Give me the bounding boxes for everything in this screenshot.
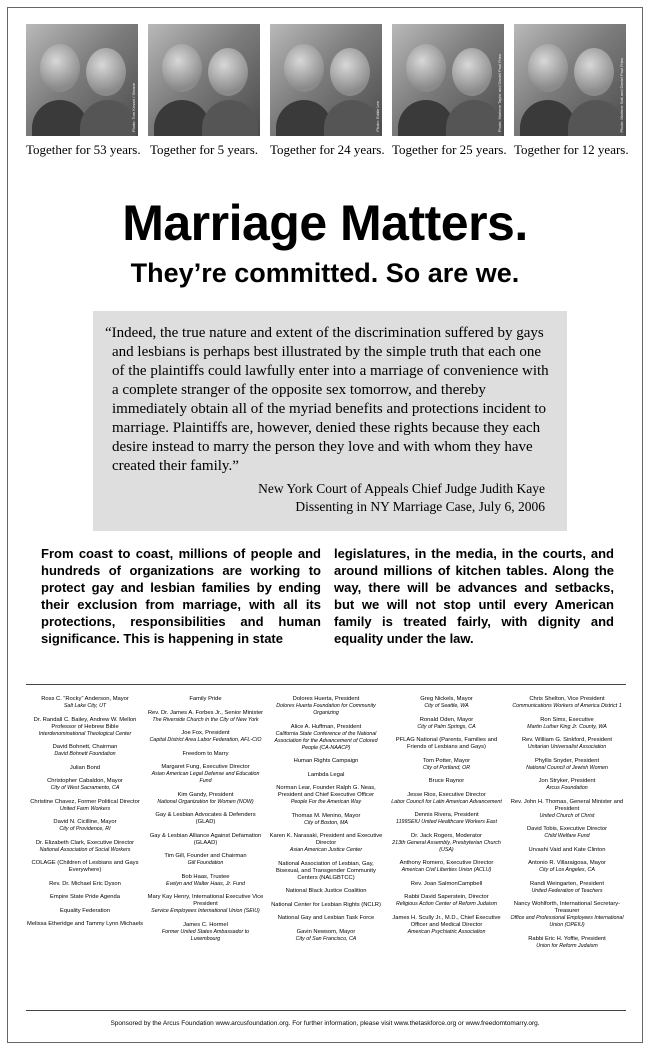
- sponsor-name: Rev. John H. Thomas, General Minister and President: [510, 798, 624, 812]
- sponsor-title: People For the American Way: [290, 799, 362, 805]
- sponsor-name: PFLAG National (Parents, Families and Friends of Lesbians and Gays): [395, 737, 498, 750]
- sponsor-entry: [388, 833, 506, 854]
- sponsor-entry: [147, 730, 265, 744]
- sponsor-entry: [26, 778, 144, 792]
- sponsor-entry: [267, 833, 385, 854]
- sponsor-name: Christopher Cabaldon, Mayor: [47, 778, 123, 784]
- photo-credit: Photo: Tom Kessel / Sloane: [131, 82, 136, 132]
- couple-photo-3: [270, 24, 385, 158]
- sponsor-name: Greg Nickels, Mayor: [420, 696, 473, 702]
- sponsor-name: David N. Cicilline, Mayor: [53, 819, 117, 825]
- sponsor-title: Communications Workers of America District 1: [512, 703, 622, 709]
- sponsor-entry: [267, 696, 385, 717]
- sponsor-name: Chris Shelton, Vice President: [529, 696, 605, 702]
- footer-sponsor-note: Sponsored by the Arcus Foundation www.arcusfoundation.org. For further information, please visit www.thetaskforce.org or www.freedomtomarry.org.: [110, 1020, 540, 1027]
- sponsor-column: [26, 696, 144, 956]
- attribution-line-1: New York Court of Appeals Chief Judge Judith Kaye: [258, 481, 545, 496]
- sponsor-name: Empire State Pride Agenda: [50, 894, 120, 900]
- sponsor-entry: [388, 915, 506, 936]
- sponsor-title: Dolores Huerta Foundation for Community Organizing: [276, 703, 376, 716]
- sponsor-entry: [147, 874, 265, 888]
- sponsor-name: Thomas M. Menino, Mayor: [291, 812, 361, 819]
- sponsor-title: 1199SEIU United Healthcare Workers East: [396, 819, 497, 825]
- sponsor-name: Norman Lear, Founder Ralph G. Neas, President and Chief Executive Officer: [276, 785, 376, 798]
- couple-photo-1: [26, 24, 141, 158]
- sponsor-name: Dennis Rivera, President: [414, 812, 479, 818]
- sponsor-name: Urvashi Vaid and Kate Clinton: [528, 846, 606, 853]
- sponsor-entry: [388, 778, 506, 785]
- sponsor-title: City of Los Angeles, CA: [539, 867, 595, 873]
- quote-box: [93, 311, 567, 531]
- sponsor-entry: [388, 758, 506, 772]
- sponsor-column: [147, 696, 265, 956]
- photo-image: [26, 24, 138, 136]
- sponsor-name: Rabbi Eric H. Yoffie, President: [528, 935, 606, 942]
- sponsor-title: National Organization for Women (NOW): [157, 798, 254, 805]
- sponsor-name: Dr. Elizabeth Clark, Executive Director: [35, 839, 135, 846]
- sponsor-name: James H. Scully Jr., M.D., Chief Executive Officer and Medical Director: [392, 914, 501, 928]
- sponsor-title: Asian American Legal Defense and Education Fund: [151, 771, 260, 784]
- sponsor-entry: [508, 778, 626, 792]
- sponsor-name: Lambda Legal: [307, 771, 345, 778]
- sponsor-entry: [147, 792, 265, 806]
- sponsor-title: American Civil Liberties Union (ACLU): [401, 867, 492, 873]
- sponsor-title: Office and Professional Employees International Union (OPEIU): [510, 915, 624, 928]
- sponsor-name: Freedom to Marry: [182, 750, 229, 757]
- sponsor-title: City of Boston, MA: [304, 819, 348, 826]
- sponsor-name: Tom Potter, Mayor: [422, 757, 471, 764]
- sponsor-entry: [508, 737, 626, 751]
- quote-text: “Indeed, the true nature and extent of the discrimination suffered by gays and lesbians is perhaps best illustrated by the simple truth that each one of the plaintiffs could lawfully enter into a marriage of convenience with a complete stranger of the opposite sex tomorrow, and thereby immediately obtain all of the myriad benefits and protections incident to marriage. Plaintiffs are, however, denied these rights because they each desire instead to marry the person they love and with whom they have created their family.”: [105, 325, 549, 474]
- sponsor-name: Mary Kay Henry, International Executive Vice President: [147, 894, 264, 907]
- sponsor-entry: [147, 710, 265, 724]
- sponsor-name: Randi Weingarten, President: [529, 880, 604, 887]
- sponsor-title: The Riverside Church in the City of New York: [152, 716, 259, 723]
- photo-image: [148, 24, 260, 136]
- sponsor-entry: [147, 894, 265, 915]
- sponsor-entry: [26, 881, 144, 888]
- sponsor-name: Gay & Lesbian Alliance Against Defamation (GLAAD): [149, 832, 262, 846]
- sponsor-entry: [147, 696, 265, 703]
- sponsor-title: David Bohnett Foundation: [54, 751, 116, 757]
- photo-credit: Photo: Marlene Salt and Daniel Paul Fries: [619, 57, 624, 132]
- headline: Marriage Matters.: [122, 195, 528, 251]
- sponsor-entry: [388, 894, 506, 908]
- sponsor-entry: [267, 724, 385, 752]
- sponsor-name: Ron Sims, Executive: [540, 716, 594, 723]
- sponsor-entry: [26, 717, 144, 738]
- divider-top: [26, 684, 626, 685]
- sponsor-name: Kim Gandy, President: [177, 791, 234, 798]
- sponsor-entry: [508, 936, 626, 950]
- photo-caption: Together for 5 years.: [149, 142, 259, 157]
- sponsor-name: Margaret Fung, Executive Director: [161, 764, 250, 770]
- sponsor-title: Service Employees International Union (SEIU): [151, 908, 260, 914]
- sponsor-entry: [26, 908, 144, 915]
- sponsor-title: Interdenominational Theological Center: [38, 730, 132, 737]
- sponsor-title: United Church of Christ: [539, 812, 595, 819]
- sponsor-title: Martin Luther King Jr. County, WA: [527, 723, 607, 730]
- sponsor-entry: [388, 812, 506, 826]
- sponsor-name: Joe Fox, President: [181, 730, 230, 736]
- photo-strip: [26, 24, 629, 158]
- photo-image: [392, 24, 504, 136]
- sponsor-list: [26, 696, 626, 956]
- couple-photo-2: [148, 24, 260, 158]
- sponsor-entry: [388, 860, 506, 874]
- sponsor-title: Gill Foundation: [187, 860, 224, 866]
- sponsor-entry: [26, 894, 144, 901]
- sponsor-name: National Association of Lesbian, Gay, Bisexual, and Transgender Community Centers (NALGBTCC): [276, 860, 376, 881]
- photo-image: [270, 24, 382, 136]
- sponsor-entry: [26, 921, 144, 928]
- sponsor-entry: [147, 751, 265, 758]
- sponsor-name: National Black Justice Coalition: [285, 888, 367, 894]
- photo-caption: Together for 53 years.: [26, 142, 141, 157]
- sponsor-title: City of Palm Springs, CA: [417, 723, 476, 730]
- sponsor-title: Unitarian Universalist Association: [527, 744, 607, 750]
- sponsor-entry: [26, 819, 144, 833]
- sponsor-name: Ronald Oden, Mayor: [419, 716, 474, 723]
- sponsor-entry: [26, 840, 144, 854]
- sponsor-name: Rev. Dr. James A. Forbes Jr., Senior Minister: [147, 709, 264, 716]
- sponsor-name: Christine Chavez, Former Political Director: [30, 798, 140, 805]
- sponsor-name: David Tobis, Executive Director: [526, 826, 608, 832]
- sponsor-name: Human Rights Campaign: [293, 758, 359, 764]
- couple-photo-4: [392, 24, 507, 158]
- sponsor-entry: [508, 860, 626, 874]
- sponsor-entry: [267, 902, 385, 909]
- couple-photo-5: [514, 24, 629, 158]
- sponsor-name: Phyllis Snyder, President: [534, 757, 600, 764]
- sponsor-entry: [508, 799, 626, 820]
- sponsor-entry: [508, 881, 626, 895]
- sponsor-title: United Federation of Teachers: [531, 887, 603, 894]
- sponsor-name: Bob Haas, Trustee: [181, 873, 230, 880]
- sponsor-entry: [267, 772, 385, 779]
- advertisement-page: [7, 7, 643, 1043]
- photo-image: [514, 24, 626, 136]
- sponsor-name: Antonio R. Villaraigosa, Mayor: [528, 860, 606, 866]
- sponsor-title: City of Portland, OR: [422, 764, 471, 771]
- sponsor-title: City of West Sacramento, CA: [50, 785, 120, 791]
- sponsor-title: California State Conference of the National Association for the Advancement of Colored People (CA-NAACP): [274, 730, 378, 751]
- body-copy: [41, 545, 614, 647]
- sponsor-entry: [508, 758, 626, 772]
- sponsor-entry: [388, 737, 506, 751]
- sponsor-title: National Association of Social Workers: [39, 846, 131, 853]
- sponsor-entry: [508, 826, 626, 840]
- sponsor-entry: [508, 901, 626, 929]
- sponsor-name: Anthony Romero, Executive Director: [399, 860, 494, 866]
- sponsor-name: Rev. Joan SalmonCampbell: [410, 880, 483, 887]
- sponsor-name: Ross C. “Rocky” Anderson, Mayor: [41, 696, 129, 702]
- sponsor-name: Equality Federation: [60, 907, 110, 914]
- sponsor-name: David Bohnett, Chairman: [52, 744, 118, 750]
- sponsor-entry: [26, 860, 144, 874]
- photo-credit: Photo: Marlene Taylor and Daniel Paul Fries: [497, 53, 502, 132]
- sponsor-name: Gavin Newsom, Mayor: [296, 928, 356, 935]
- photo-credit: Photo: Eddie Lee: [375, 101, 380, 132]
- sponsor-title: City of Providence, RI: [59, 826, 111, 832]
- sponsor-entry: [147, 812, 265, 826]
- sponsor-entry: [508, 717, 626, 731]
- sponsor-title: City of San Francisco, CA: [295, 935, 357, 942]
- sponsor-entry: [26, 799, 144, 813]
- sponsor-title: Union for Reform Judaism: [536, 942, 598, 949]
- sponsor-title: Religious Action Center of Reform Judaism: [395, 901, 498, 907]
- sponsor-name: Jon Stryker, President: [538, 778, 596, 784]
- sponsor-title: Arcus Foundation: [546, 785, 588, 791]
- sponsor-name: Dr. Jack Rogers, Moderator: [411, 832, 482, 839]
- sponsor-name: Rabbi David Saperstein, Director: [404, 894, 489, 900]
- sponsor-title: 213th General Assembly, Presbyterian Church (USA): [392, 839, 501, 853]
- photo-caption: Together for 25 years.: [392, 142, 507, 157]
- sponsor-title: Labor Council for Latin American Advancement: [391, 798, 502, 805]
- quote-attribution: [105, 480, 555, 516]
- sponsor-column: [267, 696, 385, 956]
- sponsor-name: Nancy Wohlforth, International Secretary-Treasurer: [513, 901, 621, 914]
- sponsor-entry: [267, 813, 385, 827]
- sponsor-name: Melissa Etheridge and Tammy Lynn Michaels: [27, 921, 143, 927]
- sponsor-title: United Farm Workers: [59, 805, 111, 812]
- sponsor-name: Bruce Raynor: [428, 778, 465, 784]
- sponsor-entry: [508, 847, 626, 854]
- sponsor-title: National Council of Jewish Women: [526, 764, 608, 771]
- sponsor-entry: [267, 929, 385, 943]
- sponsor-entry: [26, 744, 144, 758]
- sponsor-name: James C. Hormel: [183, 921, 228, 928]
- sponsor-entry: [147, 764, 265, 785]
- sponsor-entry: [147, 833, 265, 847]
- sponsor-column: [388, 696, 506, 956]
- sponsor-entry: [508, 696, 626, 710]
- body-column-left: From coast to coast, millions of people and hundreds of organizations are working to protect gay and lesbian families by ending their exclusion from marriage, with all its protections, responsibilities and human significance. This is happening in state: [41, 546, 321, 646]
- sponsor-title: Asian American Justice Center: [289, 847, 363, 853]
- sponsor-name: Jesse Rios, Executive Director: [407, 791, 486, 798]
- sponsor-name: Julian Bond: [69, 764, 101, 771]
- sponsor-name: Rev. William G. Sinkford, President: [521, 737, 613, 743]
- sponsor-entry: [388, 792, 506, 806]
- divider-bottom: [26, 1010, 626, 1011]
- sponsor-title: Former United States Ambassador to Luxembourg: [161, 928, 250, 942]
- sponsor-name: Karen K. Narasaki, President and Executive Director: [269, 833, 383, 846]
- sponsor-title: Child Welfare Fund: [544, 833, 590, 839]
- sponsor-entry: [267, 888, 385, 895]
- sponsor-name: COLAGE (Children of Lesbians and Gays Everywhere): [31, 860, 139, 873]
- sponsor-entry: [26, 696, 144, 710]
- sponsor-column: [508, 696, 626, 956]
- sponsor-name: Rev. Dr. Michael Eric Dyson: [49, 880, 121, 887]
- sponsor-name: Dolores Huerta, President: [292, 696, 360, 702]
- sponsor-entry: [26, 765, 144, 772]
- sponsor-name: Alice A. Huffman, President: [290, 723, 362, 730]
- sponsor-title: American Psychiatric Association: [407, 928, 486, 935]
- sponsor-name: Family Pride: [189, 696, 222, 702]
- sponsor-name: Gay & Lesbian Advocates & Defenders (GLAD): [155, 812, 256, 825]
- sponsor-name: National Center for Lesbian Rights (NCLR): [271, 901, 381, 908]
- subheadline: They’re committed. So are we.: [130, 258, 520, 288]
- sponsor-entry: [388, 717, 506, 731]
- sponsor-entry: [267, 785, 385, 806]
- body-column-right: legislatures, in the media, in the courts, and around millions of kitchen tables. Along the way, there will be advances and setbacks, but we will not stop until every American family is treated fairly, with dignity and equality under the law.: [334, 546, 614, 646]
- sponsor-title: City of Seattle, WA: [424, 703, 469, 709]
- sponsor-entry: [267, 758, 385, 765]
- sponsor-title: Evelyn and Walter Haas, Jr. Fund: [166, 880, 245, 887]
- sponsor-name: Dr. Randall C. Bailey, Andrew W. Mellon Professor of Hebrew Bible: [33, 716, 137, 730]
- sponsor-entry: [147, 853, 265, 867]
- sponsor-entry: [388, 881, 506, 888]
- photo-caption: Together for 12 years.: [514, 142, 629, 157]
- sponsor-entry: [267, 915, 385, 922]
- sponsor-name: Tim Gill, Founder and Chairman: [164, 853, 247, 859]
- sponsor-title: Capital District Area Labor Federation, AFL-CIO: [149, 737, 262, 743]
- sponsor-entry: [147, 922, 265, 943]
- sponsor-name: National Gay and Lesbian Task Force: [277, 915, 375, 921]
- sponsor-title: Salt Lake City, UT: [63, 703, 107, 709]
- sponsor-entry: [388, 696, 506, 710]
- photo-caption: Together for 24 years.: [270, 142, 385, 157]
- sponsor-entry: [267, 861, 385, 882]
- attribution-line-2: Dissenting in NY Marriage Case, July 6, 2006: [295, 499, 545, 514]
